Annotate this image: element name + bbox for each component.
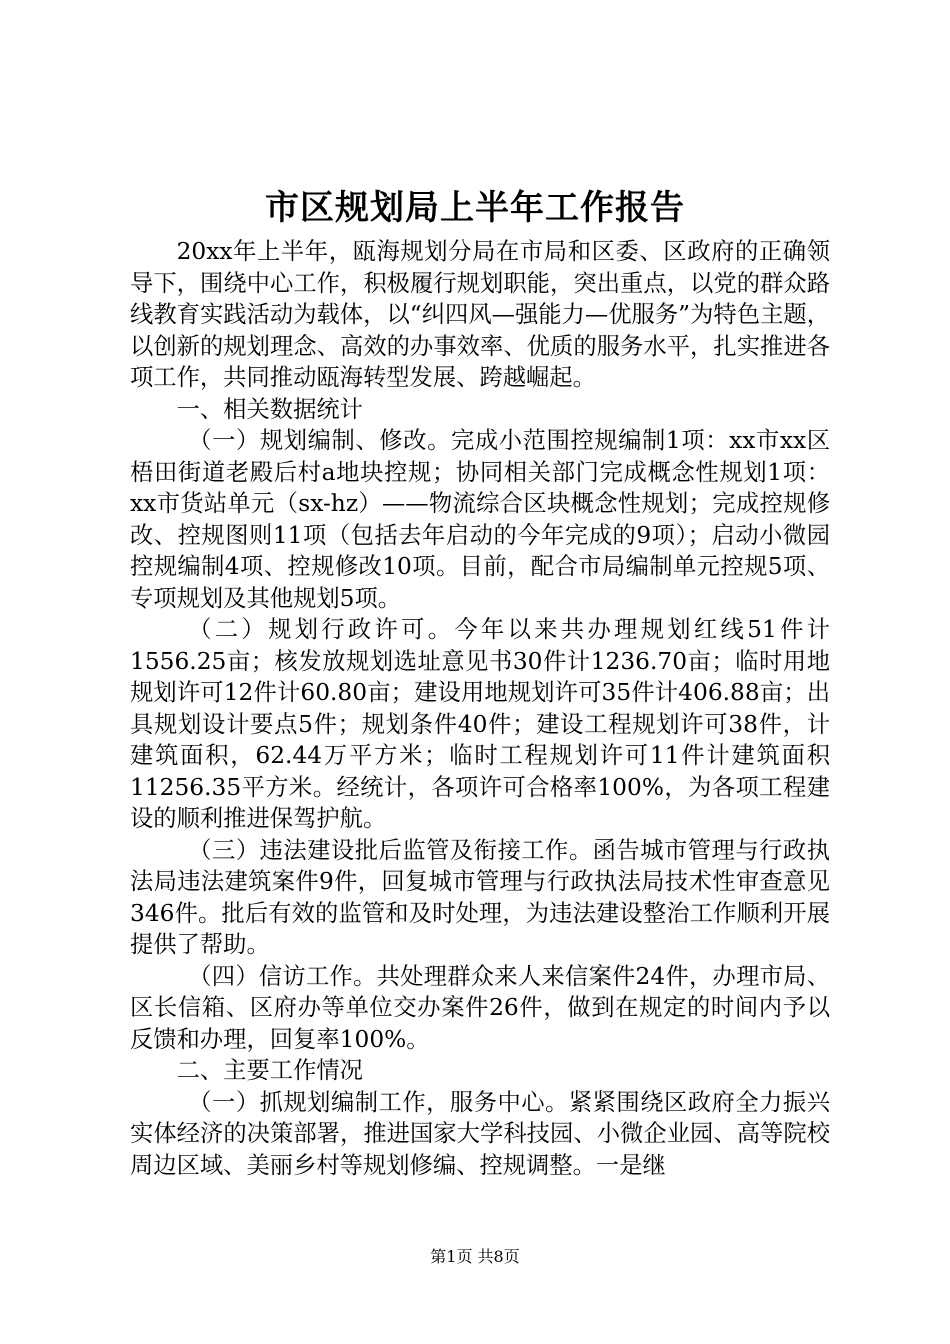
paragraph-illegal-construction: （三）违法建设批后监管及衔接工作。函告城市管理与行政执法局违法建筑案件9件，回复城市管理与行政执法局技术性审查意见346件。批后有效的监管和及时处理，为违法建设整治工作顺利开展提供了帮助。 (130, 836, 830, 958)
paragraph-intro: 20xx年上半年，瓯海规划分局在市局和区委、区政府的正确领导下，围绕中心工作，积极履行规划职能，突出重点，以党的群众路线教育实践活动为载体，以“纠四风—强能力—优服务”为特色主题，以创新的规划理念、高效的办事效率、优质的服务水平，扎实推进各项工作，共同推动瓯海转型发展、跨越崛起。 (130, 238, 830, 391)
section-heading-2: 二、主要工作情况 (176, 1057, 363, 1084)
paragraph-administrative-permits: （二）规划行政许可。今年以来共办理规划红线51件计1556.25亩；核发放规划选址意见书30件计1236.70亩；临时用地规划许可12件计60.80亩；建设用地规划许可35件计406.88亩；出具规划设计要点5件；规划条件40件；建设工程规划许可38件，计建筑面积，62.44万平方米；临时工程规划许可11件计建筑面积11256.35平方米。经统计，各项许可合格率100%，为各项工程建设的顺利推进保驾护航。 (130, 616, 830, 832)
paragraph-petitions: （四）信访工作。共处理群众来人来信案件24件，办理市局、区长信箱、区府办等单位交办案件26件，做到在规定的时间内予以反馈和办理，回复率100%。 (130, 962, 830, 1053)
section-heading-1: 一、相关数据统计 (176, 395, 363, 423)
paragraph-planning-compilation: （一）规划编制、修改。完成小范围控规编制1项：xx市xx区梧田街道老殿后村a地块控规；协同相关部门完成概念性规划1项：xx市货站单元（sx-hz）——物流综合区块概念性规划；完成控规修改、控规图则11项（包括去年启动的今年完成的9项）；启动小微园控规编制4项、控规修改10项。目前，配合市局编制单元控规5项、专项规划及其他规划5项。 (130, 427, 830, 612)
paragraph-main-work-1: （一）抓规划编制工作，服务中心。紧紧围绕区政府全力振兴实体经济的决策部署，推进国家大学科技园、小微企业园、高等院校周边区域、美丽乡村等规划修编、控规调整。一是继 (130, 1088, 830, 1179)
document-body (130, 236, 830, 1181)
document-title: 市区规划局上半年工作报告 (265, 188, 685, 228)
page-footer: 第1页 共8页 (430, 1247, 520, 1266)
